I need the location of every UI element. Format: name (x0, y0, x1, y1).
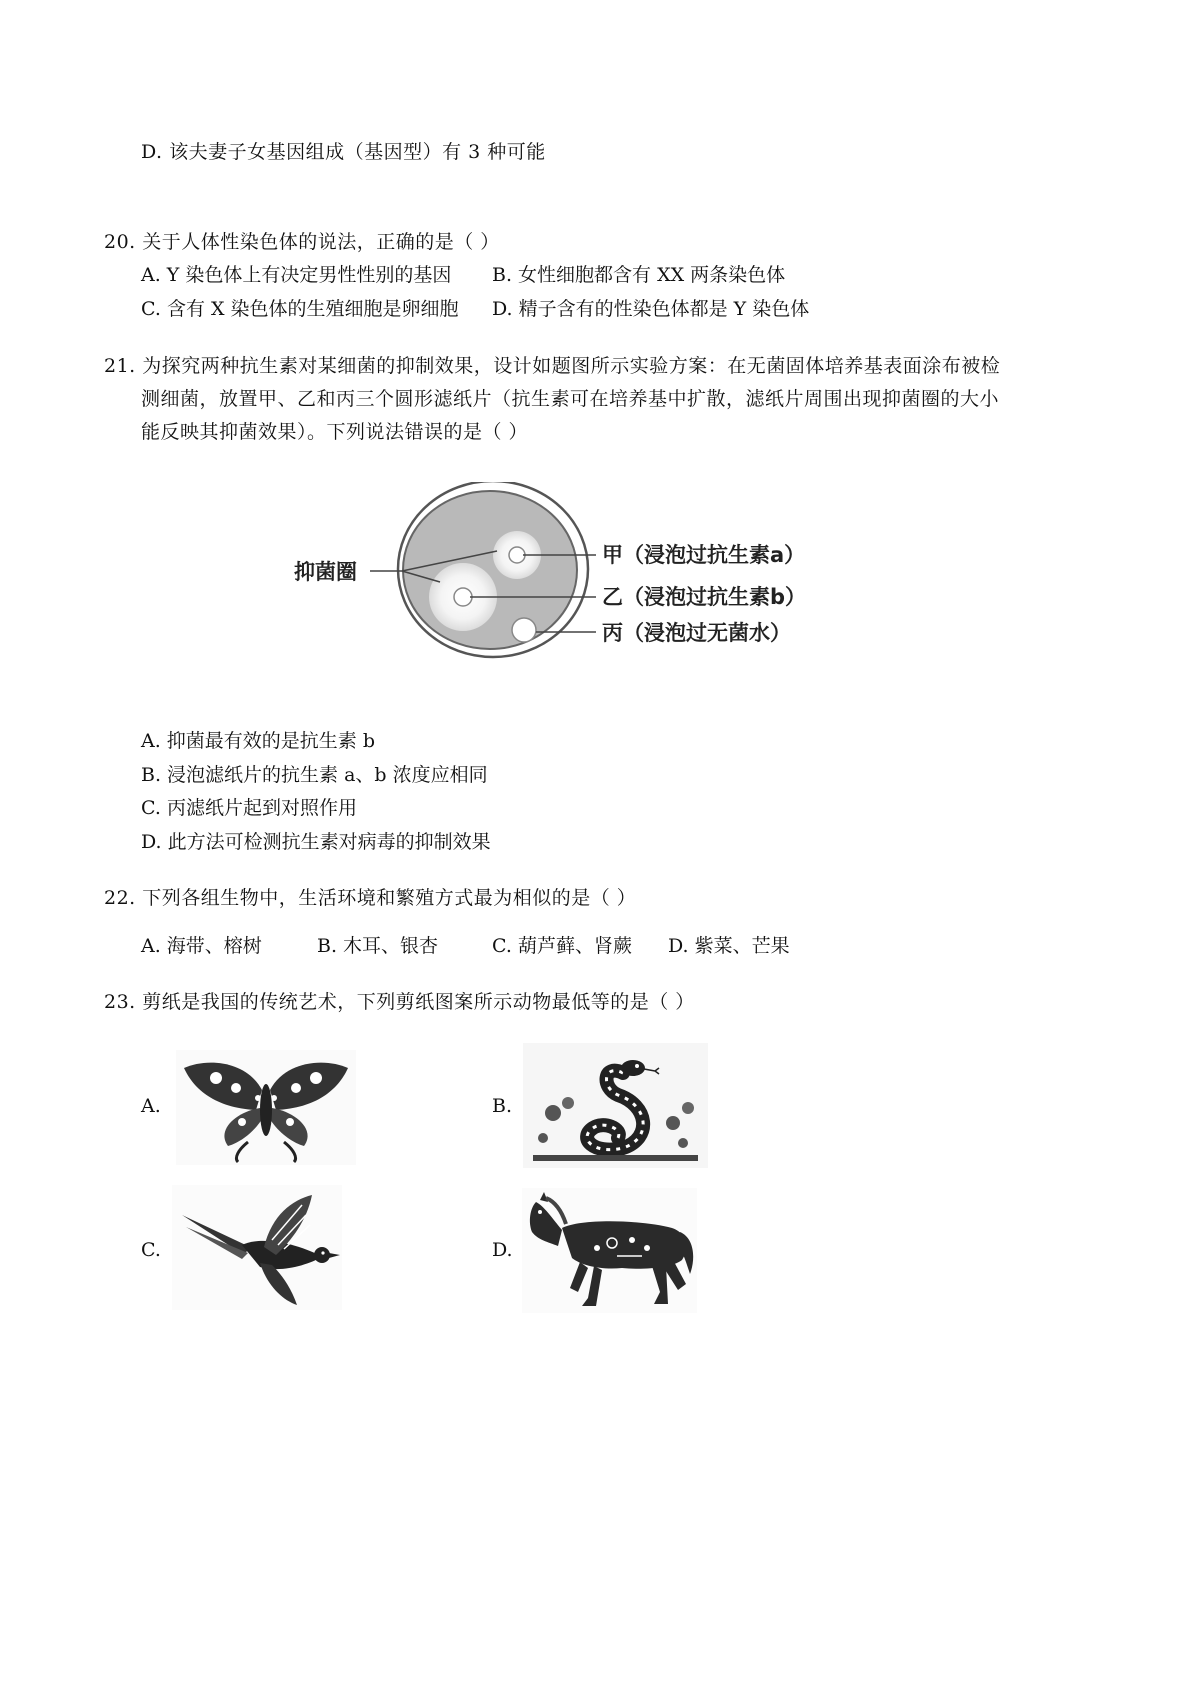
snake-papercut-icon (523, 1043, 708, 1168)
q23-option-b-label: B. (492, 1095, 513, 1117)
q22-option-a: A. 海带、榕树 (141, 935, 262, 957)
label-disc-a: 甲（浸泡过抗生素a） (602, 543, 806, 567)
q20-option-a: A. Y 染色体上有决定男性性别的基因 (141, 264, 452, 286)
q21-option-c: C. 丙滤纸片起到对照作用 (141, 797, 357, 819)
bird-papercut-icon (172, 1185, 342, 1310)
q20-option-c: C. 含有 X 染色体的生殖细胞是卵细胞 (141, 298, 459, 320)
q21-option-a: A. 抑菌最有效的是抗生素 b (141, 730, 376, 752)
butterfly-papercut-icon (176, 1050, 356, 1165)
q21-option-d: D. 此方法可检测抗生素对病毒的抑制效果 (141, 831, 491, 853)
culture-medium (403, 491, 577, 649)
q20-option-b: B. 女性细胞都含有 XX 两条染色体 (492, 264, 786, 286)
q21-stem-line-3: 能反映其抑菌效果）。下列说法错误的是（ ） (141, 421, 529, 443)
q21-option-b: B. 浸泡滤纸片的抗生素 a、b 浓度应相同 (141, 764, 488, 786)
petri-dish-diagram (290, 482, 820, 682)
q23-option-a-label: A. (141, 1095, 161, 1117)
q21-stem-line-1: 21. 为探究两种抗生素对某细菌的抑制效果，设计如题图所示实验方案：在无菌固体培养基表面涂布被检 (104, 355, 1001, 377)
q22-option-c: C. 葫芦藓、肾蕨 (492, 935, 632, 957)
q19-option-d: D. 该夫妻子女基因组成（基因型）有 3 种可能 (141, 141, 546, 163)
q23-option-c-label: C. (141, 1239, 161, 1261)
q23-stem: 23. 剪纸是我国的传统艺术，下列剪纸图案所示动物最低等的是（ ） (104, 991, 695, 1013)
label-inhibition-zone: 抑菌圈 (294, 560, 357, 584)
q22-option-d: D. 紫菜、芒果 (668, 935, 790, 957)
label-disc-b: 乙（浸泡过抗生素b） (602, 585, 807, 609)
filter-disc-c (512, 618, 536, 642)
label-disc-c: 丙（浸泡过无菌水） (602, 621, 791, 645)
q20-stem: 20. 关于人体性染色体的说法，正确的是（ ） (104, 231, 500, 253)
q21-stem-line-2: 测细菌，放置甲、乙和丙三个圆形滤纸片（抗生素可在培养基中扩散，滤纸片周围出现抑菌圈的大小 (141, 388, 1000, 410)
q22-stem: 22. 下列各组生物中，生活环境和繁殖方式最为相似的是（ ） (104, 887, 637, 909)
horse-papercut-icon (522, 1188, 697, 1313)
filter-disc-a (509, 547, 525, 563)
q22-option-b: B. 木耳、银杏 (317, 935, 439, 957)
filter-disc-b (454, 588, 472, 606)
q23-option-d-label: D. (492, 1239, 513, 1261)
q20-option-d: D. 精子含有的性染色体都是 Y 染色体 (492, 298, 810, 320)
